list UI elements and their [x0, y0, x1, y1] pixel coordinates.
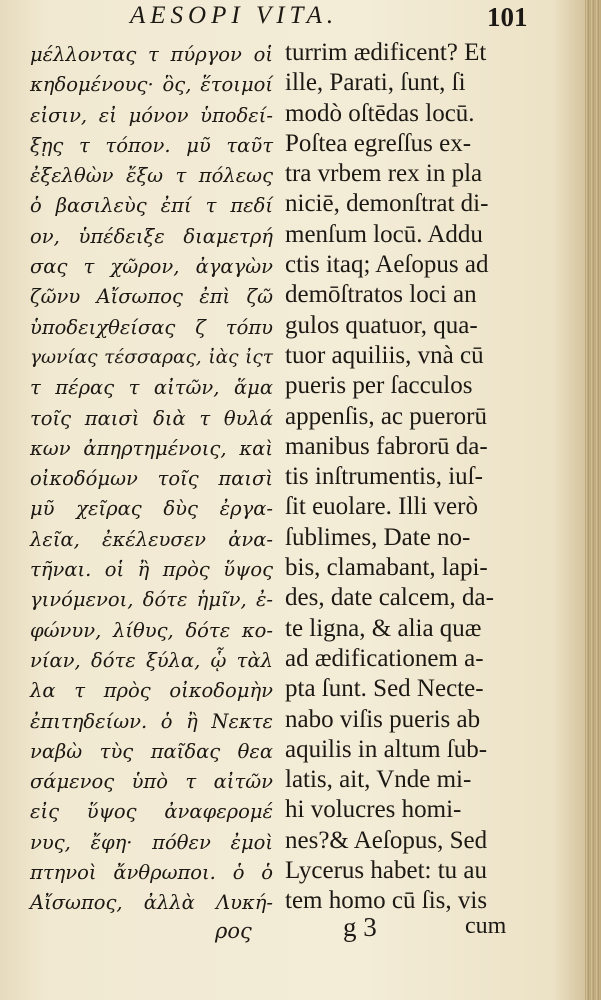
latin-text-line: Lycerus habet: tu au [285, 857, 488, 885]
greek-text-line: μέλλοντας τ πύργον οἱ [30, 43, 273, 66]
latin-text-line: modò oſtēdas locū. [285, 99, 475, 127]
greek-text-line: Αἴσωπος, ἀλλὰ Λυκή- [30, 891, 273, 915]
latin-text-line: bis, clamabant, lapi- [285, 554, 488, 582]
latin-text-line: manibus fabrorū da- [285, 432, 488, 460]
page-number: 101 [487, 2, 528, 32]
greek-text-line: γωνίας τέσσαρας, ἰὰς ἰςτ [30, 346, 273, 368]
latin-text-line: menſum locū. Addu [285, 220, 483, 248]
latin-text-line: pueris per ſacculos [285, 372, 473, 400]
latin-text-line: te ligna, & alia quæ [285, 614, 482, 642]
greek-text-line: φώνυν, λίθυς, δότε κο- [30, 618, 273, 642]
page-edge [585, 0, 601, 1000]
latin-text-line: ille, Parati, ſunt, ſi [285, 69, 466, 97]
greek-text-line: οἰκοδόμων τοῖς παισὶ [30, 467, 273, 491]
latin-text-line: des, date calcem, da- [285, 584, 494, 612]
latin-text-line: ctis itaq; Aeſopus ad [285, 251, 489, 279]
greek-text-line: τοῖς παισὶ διὰ τ θυλά [30, 406, 273, 430]
greek-text-line: νίαν, δότε ξύλα, ᾧ τὰλ [30, 648, 273, 672]
latin-text-line: tuor aquiliis, vnà cū [285, 341, 484, 369]
greek-text-line: λα τ πρὸς οἰκοδομὴν [30, 679, 273, 703]
greek-text-line: ξῃς τ τόπον. μῦ ταῦτ [30, 133, 273, 157]
greek-text-line: ὁ βασιλεὺς ἐπί τ πεδί [30, 194, 273, 218]
greek-text-line: ζῶνυ Αἴσωπος ἐπὶ ζῶ [30, 285, 273, 309]
greek-text-line: σας τ χῶρον, ἀγαγὼν [30, 255, 273, 279]
latin-text-line: tra vrbem rex in pla [285, 160, 483, 188]
running-title: AESOPI VITA. [130, 2, 339, 29]
signature-mark: g 3 [343, 912, 377, 942]
latin-text-line: nes?& Aeſopus, Sed [285, 826, 488, 854]
greek-text-line: γινόμενοι, δότε ἡμῖν, ἐ- [30, 588, 273, 612]
greek-catchword: ρος [215, 919, 252, 943]
latin-catchword: cum [465, 913, 507, 939]
latin-text-line: hi volucres homi- [285, 796, 462, 824]
greek-text-column [30, 40, 273, 919]
greek-text-line: εἰς ὕψος ἀναφερομέ [30, 800, 273, 824]
greek-text-line: μῦ χεῖρας δὺς ἐργα- [30, 497, 273, 521]
greek-text-line: τῆναι. οἱ ἢ πρὸς ὕψος [30, 558, 273, 582]
latin-text-line: ſublimes, Date no- [285, 523, 471, 551]
latin-text-line: ſit euolare. Illi verò [285, 493, 478, 521]
latin-text-line: nabo viſis pueris ab [285, 705, 481, 733]
greek-text-line: ον, ὑπέδειξε διαμετρή [30, 224, 273, 248]
latin-text-line: latis, ait, Vnde mi- [285, 766, 472, 794]
greek-text-line: τ πέρας τ αἰτῶν, ἅμα [30, 376, 273, 400]
greek-text-line: λεῖα, ἐκέλευσεν ἀνα- [30, 527, 273, 551]
latin-text-line: pta ſunt. Sed Necte- [285, 675, 484, 703]
latin-text-line: appenſis, ac puerorū [285, 402, 488, 430]
greek-text-line: κων ἀπηρτημένοις, καὶ [30, 436, 273, 460]
latin-text-line: gulos quatuor, qua- [285, 311, 478, 339]
greek-text-line: ἐπιτηδείων. ὁ ἢ Νεκτε [30, 709, 273, 733]
latin-text-line: tem homo cū ſis, vis [285, 887, 488, 915]
greek-text-line: νυς, ἔφη· πόθεν ἐμοὶ [30, 830, 273, 854]
latin-text-line: turrim ædificent? Et [285, 39, 487, 66]
latin-text-line: niciē, demonſtrat di- [285, 190, 489, 218]
latin-text-line: ad ædificationem a- [285, 644, 484, 672]
latin-text-line: aquilis in altum ſub- [285, 735, 488, 763]
greek-text-line: ὑποδειχθείσας ζ τόπυ [30, 315, 273, 339]
page-header [30, 2, 550, 34]
greek-text-line: σάμενος ὑπὸ τ αἰτῶν [30, 770, 273, 794]
greek-text-line: πτηνοὶ ἄνθρωποι. ὁ ὁ [30, 861, 273, 885]
greek-text-line: κηδομένους· ὃς, ἕτοιμοί [30, 73, 273, 97]
greek-text-line: ναβὼ τὺς παῖδας θεα [30, 739, 273, 763]
greek-text-line: ἐξελθὼν ἔξω τ πόλεως [30, 164, 273, 188]
latin-text-line: Poſtea egreſſus ex- [285, 129, 472, 157]
latin-text-line: demōſtratos loci an [285, 281, 477, 309]
greek-text-line: εἰσιν, εἰ μόνον ὑποδεί- [30, 103, 273, 127]
latin-text-line: tis inſtrumentis, iuſ- [285, 463, 483, 491]
latin-text-column [285, 38, 585, 917]
